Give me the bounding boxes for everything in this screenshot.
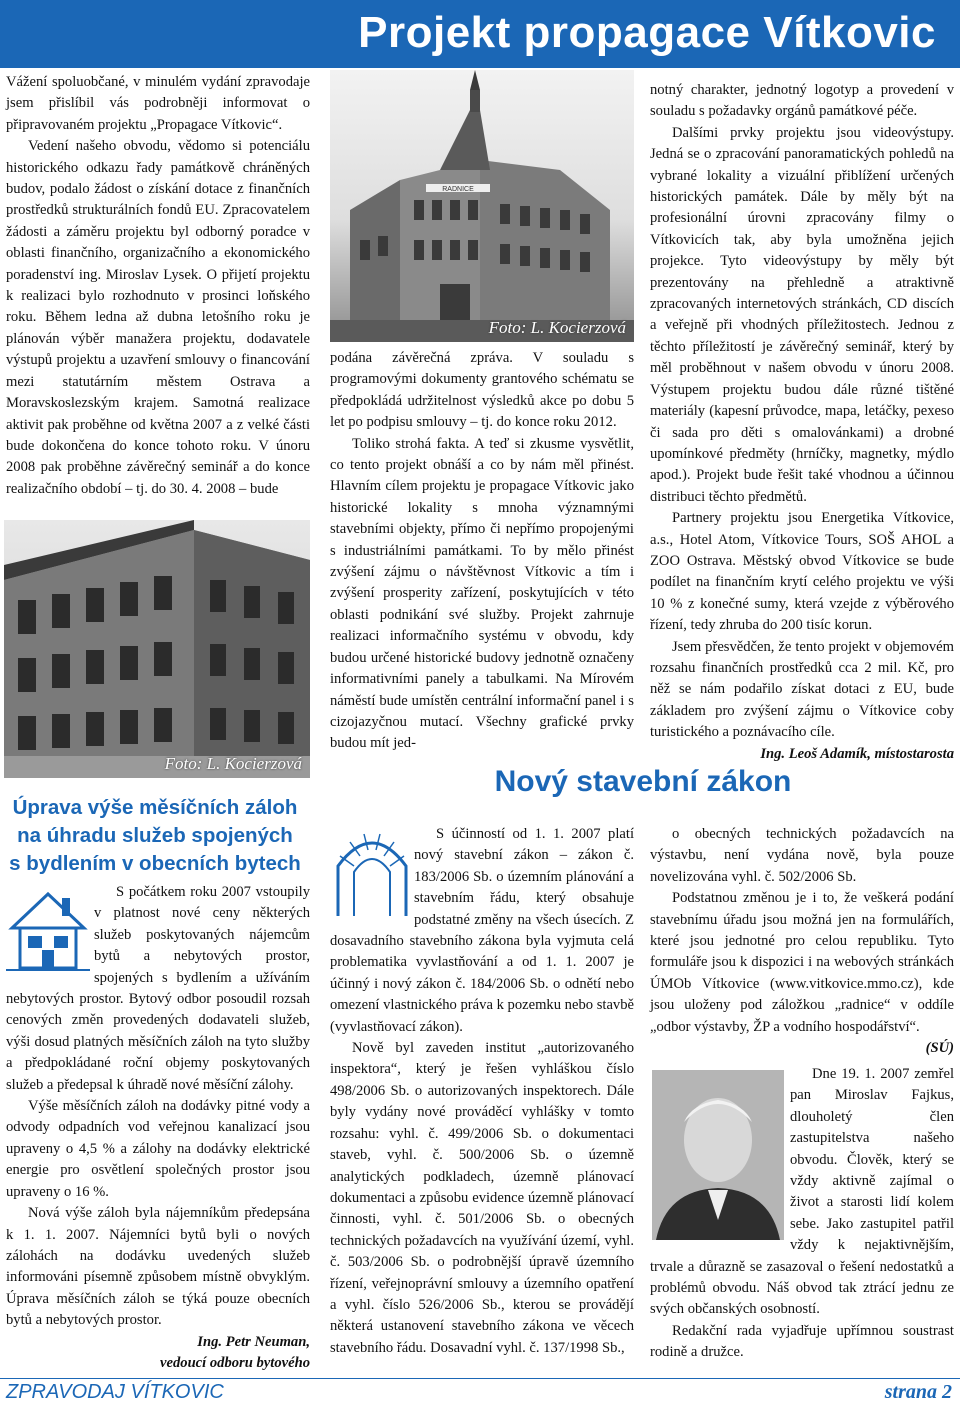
portrait-illustration: [652, 1070, 784, 1240]
footer: [0, 1378, 960, 1408]
heading-line: na úhradu služeb spojených: [17, 824, 293, 847]
paragraph: Dalšími prvky projektu jsou videovýstupy. Jedná se o zpracování panoramatických pohledů na vybrané lokality a vizuální přiblížení určených historických památek. Dále by měly být na profesionální úrovni zpracovány filmy o Vítkovicích tak, aby byla umožněna jejich projekce. Tyto videovýstupy by měly být prezentovány na přehledně a atraktivně zpracovaných internetových stránkách, CD discích a veřejně při vhodných příležitostech. Jednou z těchto příležitostí je závěrečný seminář, který by měl proběhnout v našem obvodu v únoru 2008. Výstupem projektu budou dále různé tištěné materiály (kapesní průvodce, mapa, letáčky, pexeso či sada pro děti s omalovánkami) a drobné upomínkové předměty (hrníčky, magnetky, mýdlo apod.). Projekt bude řešit také vhodnou a účinnou distribuci těchto předmětů.: [650, 124, 954, 505]
newsletter-name: ZPRAVODAJ VÍTKOVIC: [6, 1381, 224, 1403]
article-propagace-col3: [650, 80, 954, 765]
paragraph: Jsem přesvědčen, že tento projekt v objemovém rozsahu finančních prostředků cca 2 mil. Kč, pro něž se nám podařilo získat dotaci z EU, bude základem pro zvýšení zájmu o Vítkovice coby turistického a poznávacího cíle.: [650, 638, 954, 741]
paragraph: Podstatnou změnou je i to, že veškerá podání stavebnímu úřadu jsou možná jen na formulářích, které jsou jednotné pro celou republiku. Tyto formuláře jsou k dispozici i na webových stránkách ÚMOb Vítkovice (www.vitkovice.mmo.cz), kde jsou uloženy pod záložkou „radnice“ v oddíle „odbor výstavby, ŽP a vodního hospodářství“.: [650, 890, 954, 1035]
heading-line: s bydlením v obecních bytech: [9, 852, 301, 875]
building-illustration: [4, 520, 310, 778]
paragraph: o obecných technických požadavcích na výstavbu, není vydána nově, byla pouze novelizována vyhl. č. 502/2006 Sb.: [650, 826, 954, 885]
paragraph: S počátkem roku 2007 vstoupily v platnost nové ceny některých služeb poskytovaných nájemcům bytů a nebytových prostor, spojených s bydlením a užíváním nebytových prostor. Bytový odbor posoudil rozsah cenových změn provedených dodavateli služeb, výši dosud platných měsíčních záloh na tyto služby a předpokládané roční objemy poskytovaných služeb a předepsal k úhradě nové měsíční zálohy.: [6, 884, 310, 1093]
article-housing-heading: [2, 794, 308, 878]
article-signature: (SÚ): [925, 1040, 954, 1057]
paragraph: Nová výše záloh byla nájemníkům předepsána k 1. 1. 2007. Nájemníci bytů byli o nových zálohách na dodávku uvedených služeb informováni písemně způsobem místně obvyklým. Úprava měsíčních záloh se týká pouze obecních bytů a nebytových prostor.: [6, 1205, 310, 1329]
page-number: strana 2: [884, 1381, 952, 1403]
paragraph: Dne 19. 1. 2007 zemřel pan Miroslav Fajkus, dlouholetý člen zastupitelstva našeho obvodu. Člověk, který se vždy aktivně zajímal o život a starosti lidí kolem sebe. Jako zastupitel patřil vždy k nejaktivnějším, trvale a důrazně se zasazoval o řešení nedostatků a problémů obvodu. Náš obvod tak ztrácí jednu ze svých občanských osobností.: [650, 1066, 954, 1318]
paragraph: Vedení našeho obvodu, vědomo si potenciálu historického odkazu řady památkově chráněných budov, podalo žádost o získání dotace z finančních prostředků strukturálních fondů EU. Zpracovatelem žádosti a záměru projektu byl odborný poradce v oblasti finančního, organizačního a ekonomického poradenství ing. Miroslav Lysek. O přijetí projektu k realizaci bylo rozhodnuto v prosinci loňského roku. Během ledna až dubna letošního roku je plánován výběr manažera projektu, dodavatele výstupů projektu a uzavření smlouvy o financování mezi statutárním městem Ostrava a Moravskoslezským krajem. Samotná realizace aktivit pak proběhne od května 2007 a z velké části bude dokončena do konce tohoto roku. V únoru 2008 pak proběhne závěrečný seminář a do konce realizačního období – tj. do 30. 4. 2008 – bude: [6, 138, 310, 497]
article-signature: Ing. Petr Neuman,: [197, 1333, 310, 1350]
paragraph: Vážení spoluobčané, v minulém vydání zpravodaje jsem přislíbil vás podrobněji informovat o připravovaném projektu „Propagace Vítkovic“.: [6, 74, 310, 133]
paragraph: notný charakter, jednotný logotyp a provedení v souladu s požadavky orgánů památkové péče.: [650, 82, 954, 120]
photo-caption: Foto: L. Kocierzová: [164, 754, 302, 773]
house-icon: [6, 884, 90, 974]
masthead: [0, 0, 960, 68]
paragraph: Partnery projektu jsou Energetika Vítkovice, a.s., Hotel Atom, Vítkovice Tours, SOŠ AHOL a ZOO Ostrava. Městský obvod Vítkovice se bude podílet na finančním krytí celého projektu ve výši 10 % z konečné sumy, která vzejde z výběrového řízení, tedy zhruba do 200 tisíc korun.: [650, 510, 954, 634]
photo-caption: Foto: L. Kocierzová: [488, 318, 626, 337]
paragraph: S účinností od 1. 1. 2007 platí nový stavební zákon – zákon č. 183/2006 Sb. o územním plánování a stavebním řádu, který obsahuje podstatné změny na všech úsecích. Z dosavadního stavebního zákona byla vyjmuta celá problematika vyvlastňování a od 1. 1. 2007 je účinný i nový zákon č. 184/2006 Sb. o odnětí nebo omezení vlastnického práva k pozemku nebo stavbě (vyvlastňovací zákon).: [330, 826, 634, 1035]
portrait-photo: [652, 1070, 784, 1240]
paragraph: Výše měsíčních záloh na dodávky pitné vody a odvody odpadních vod veřejnou kanalizací jsou upraveny o 4,5 % a zálohy na dodávky elektrické energie pro osvětlení společných prostor jsou upraveny o 16 %.: [6, 1098, 310, 1200]
article-building-law-heading: Nový stavební zákon: [494, 765, 792, 798]
article-signature: vedoucí odboru bytového: [160, 1354, 310, 1371]
page-title: Projekt propagace Vítkovic: [358, 8, 936, 57]
article-building-law-col2: [650, 824, 954, 1059]
town-hall-illustration: [330, 70, 634, 342]
paragraph: Nově byl zaveden institut „autorizovaného inspektora“, který je řešen vyhláškou číslo 498/2006 Sb. o autorizovaných inspektorech. Dále byly vydány nové prováděcí vyhlášky v tomto rozsahu: vyhl. č. 499/2006 Sb. o dokumentaci staveb, vyhl. č. 500/2006 Sb. o územně analytických podkladech, územně plánovací dokumentaci a způsobu evidence územně plánovací činnosti, vyhl. č. 501/2006 Sb. o obecných technických požadavcích na využívání území, vyhl. č. 503/2006 Sb. o podrobnější úpravě územního řízení, veřejnoprávní smlouvy a územního opatření a vyhl. číslo 526/2006 Sb., kterou se provádějí některá ustanovení stavebního zákona ve věcech stavebního řádu. Dosavadní vyhl. č. 137/1998 Sb.,: [330, 1040, 634, 1356]
building-sign: RADNICE: [442, 186, 474, 193]
photo-town-hall: [330, 70, 634, 342]
arch-icon: [332, 826, 412, 920]
photo-apartment-building: [4, 520, 310, 778]
paragraph: podána závěrečná zpráva. V souladu s programovými dokumenty grantového schématu se předpokládá udržitelnost výsledků akce po dobu 5 let po podpisu smlouvy – tj. do konce roku 2012.: [330, 350, 634, 431]
paragraph: Redakční rada vyjadřuje upřímnou soustrast rodině a družce.: [650, 1322, 954, 1361]
article-signature: Ing. Leoš Adamík, místostarosta: [760, 745, 954, 762]
article-propagace-col1: [6, 72, 310, 500]
paragraph: Toliko strohá fakta. A teď si zkusme vysvětlit, co tento projekt obnáší a co by nám měl přinést. Hlavním cílem projektu je propagace Vítkovic jako historické lokality s mnoha významnými stavebními objekty, přímo či nepřímo propojenými s industriálními památkami. To by mělo přinést zvýšení zájmu o návštěvnost Vítkovic a tím i zvýšení prosperity zařízení, poskytujících v této oblasti podnikání své služby. Projekt zahrnuje realizaci informačního systému v obvodu, kdy budou určené historické budovy jednotně označeny informativními panely a tabulkami. Na Mírovém náměstí bude umístěn centrální informační panel i s cizojazyčnou mutací. Všechny grafické prvky budou mít jed-: [330, 435, 634, 752]
heading-line: Úprava výše měsíčních záloh: [12, 796, 298, 819]
article-propagace-col2: [330, 348, 634, 755]
